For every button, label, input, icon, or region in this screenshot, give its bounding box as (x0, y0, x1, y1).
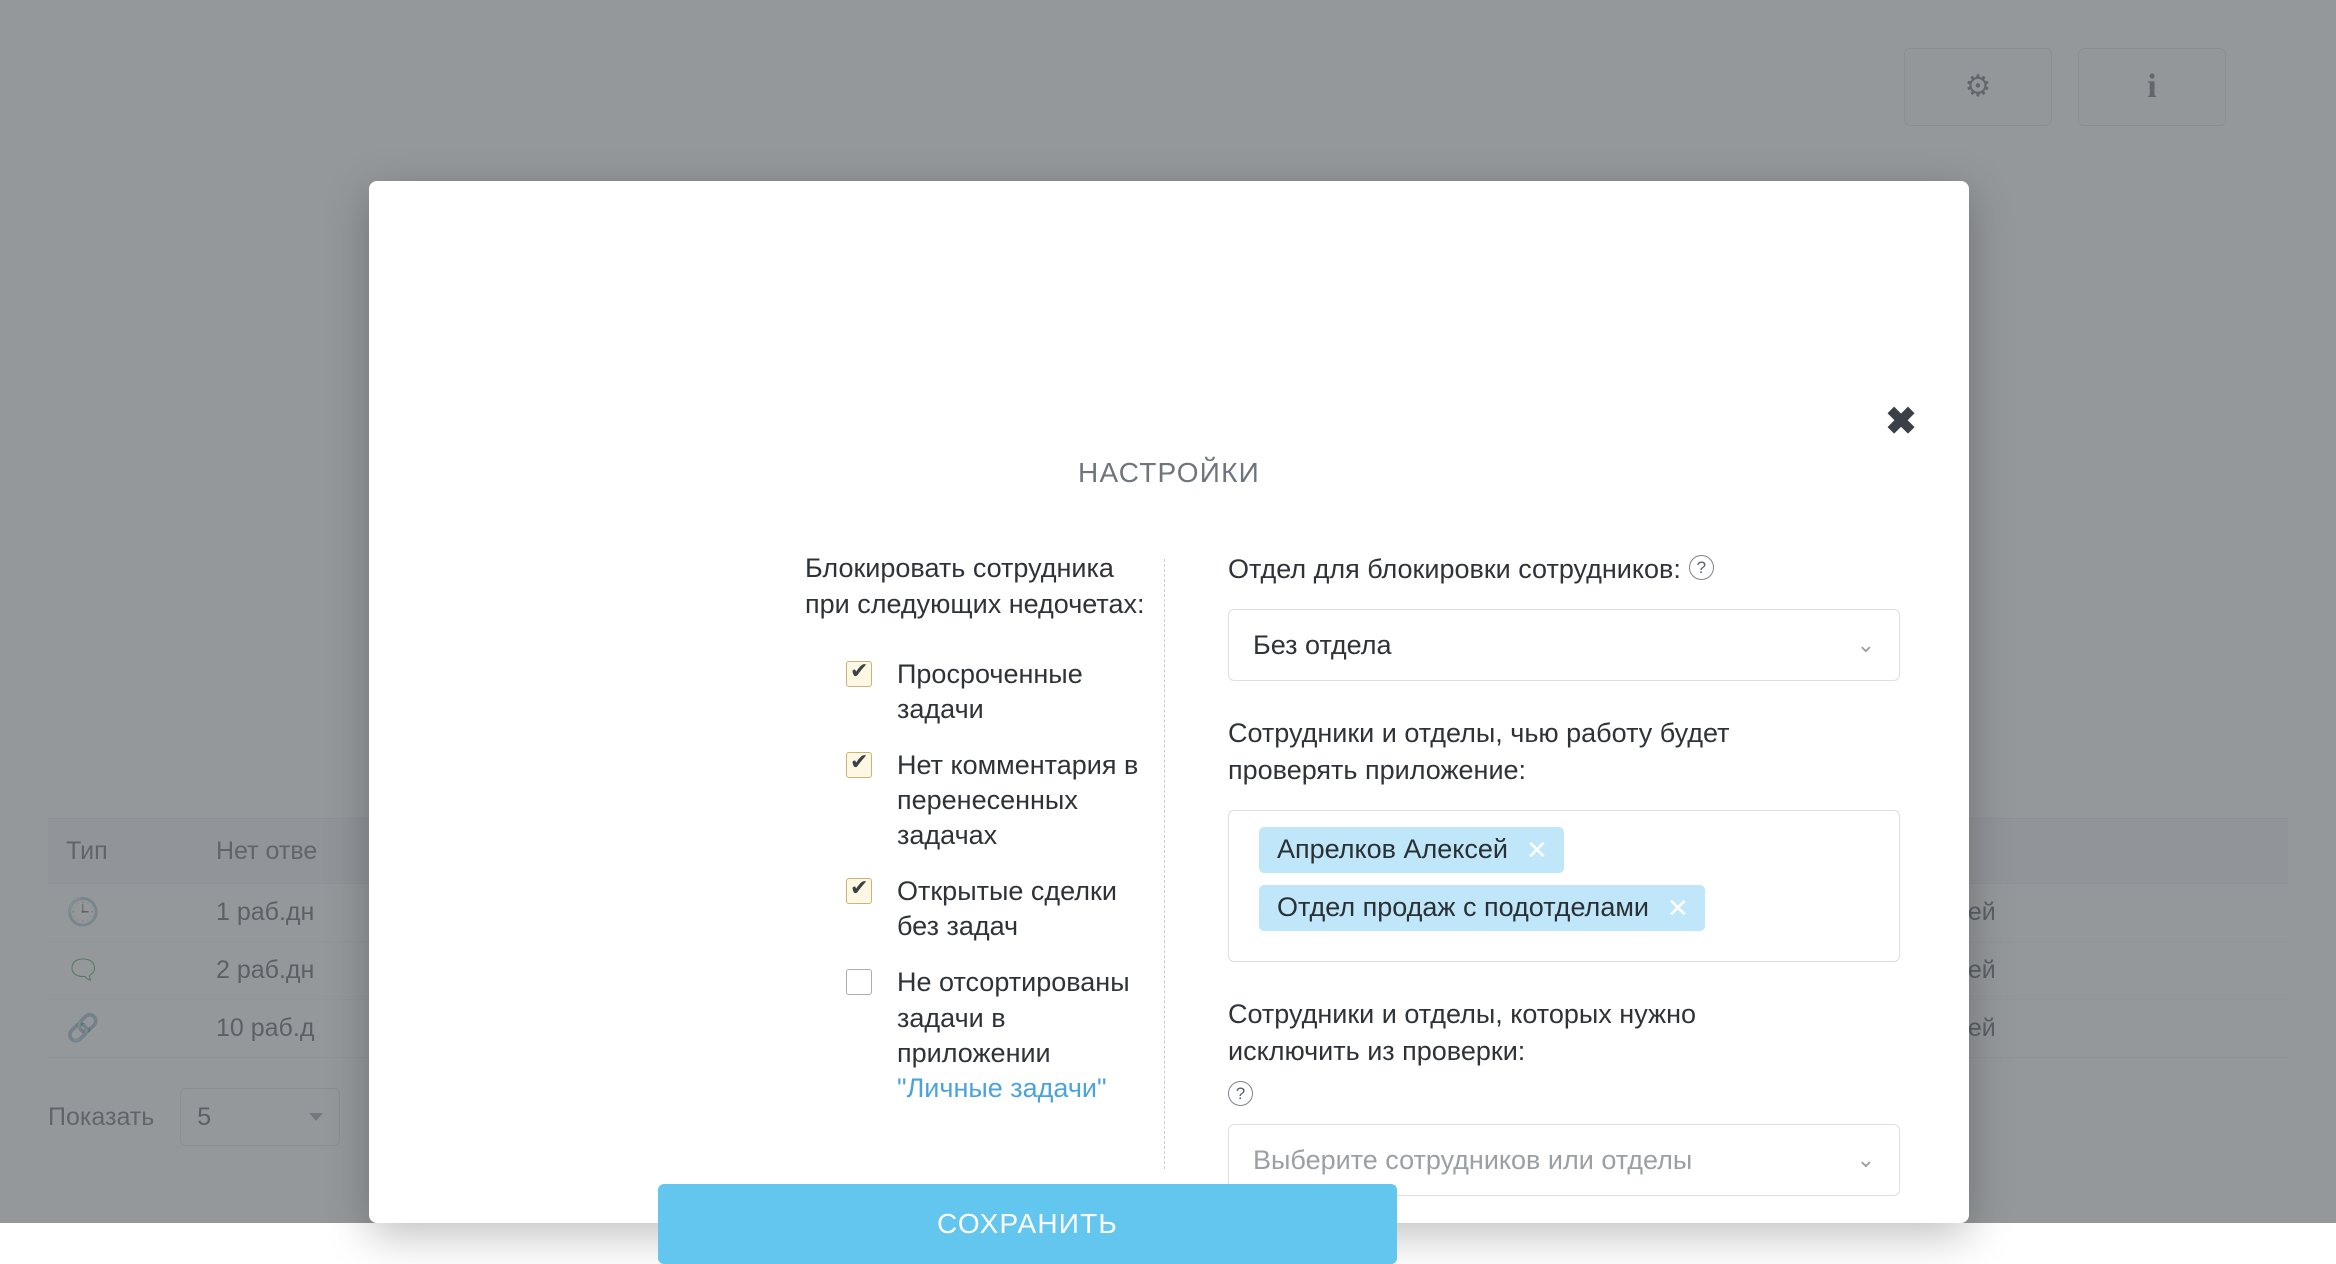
department-label-text: Отдел для блокировки сотрудников: (1228, 554, 1681, 584)
checkbox-row-unsorted-tasks[interactable] (846, 965, 1164, 1105)
chevron-down-icon: ⌄ (1856, 1147, 1875, 1173)
modal-title: НАСТРОЙКИ (1078, 457, 1260, 488)
department-label (1228, 551, 1798, 587)
question-icon[interactable]: ? (1228, 1081, 1253, 1106)
block-conditions-checkbox-group (805, 657, 1164, 1106)
exclude-label (1228, 996, 1798, 1102)
close-icon[interactable]: ✕ (1666, 892, 1689, 923)
include-label-text: Сотрудники и отделы, чью работу будет проверять приложение: (1228, 718, 1730, 785)
department-select-value: Без отдела (1253, 629, 1392, 660)
include-tokens-field[interactable] (1228, 810, 1900, 962)
checkbox-label-overdue-tasks: Просроченные задачи (897, 658, 1083, 724)
exclude-select-placeholder: Выберите сотрудников или отделы (1253, 1144, 1693, 1175)
checkbox-no-comment[interactable] (846, 752, 872, 778)
token-employee[interactable] (1259, 827, 1564, 873)
save-button[interactable]: СОХРАНИТЬ (658, 1184, 1397, 1264)
checkbox-open-deals[interactable] (846, 878, 872, 904)
include-label (1228, 715, 1798, 788)
checkbox-label-unsorted-tasks (897, 965, 1164, 1105)
token-department[interactable] (1259, 885, 1705, 931)
exclude-label-text: Сотрудники и отделы, которых нужно исключить из проверки: (1228, 999, 1697, 1066)
checkbox-label-open-deals: Открытые сделки без задач (897, 876, 1117, 942)
checkbox-row-open-deals[interactable] (846, 874, 1164, 944)
question-icon[interactable]: ? (1689, 555, 1714, 580)
block-conditions-label: Блокировать сотрудника при следующих недочетах: (805, 553, 1145, 619)
close-icon[interactable]: ✖ (1885, 401, 1917, 443)
close-icon[interactable]: ✕ (1526, 834, 1548, 865)
token-label: Апрелков Алексей (1277, 834, 1508, 865)
modal-body (369, 551, 1969, 1196)
settings-modal (369, 181, 1969, 1239)
checkbox-label-unsorted-tasks-text: Не отсортированы задачи в приложении (897, 967, 1130, 1068)
token-label: Отдел продаж с подотделами (1277, 892, 1649, 923)
checkbox-row-no-comment[interactable] (846, 748, 1164, 853)
checkbox-row-overdue-tasks[interactable] (846, 657, 1164, 727)
checkbox-overdue-tasks[interactable] (846, 661, 872, 687)
department-select[interactable] (1228, 609, 1900, 681)
personal-tasks-link[interactable]: "Личные задачи" (897, 1072, 1107, 1103)
block-conditions-column (369, 551, 1164, 1196)
scope-settings-column (1165, 551, 1969, 1196)
checkbox-unsorted-tasks[interactable] (846, 969, 872, 995)
checkbox-label-no-comment: Нет комментария в перенесенных задачах (897, 750, 1139, 851)
chevron-down-icon: ⌄ (1856, 632, 1875, 658)
